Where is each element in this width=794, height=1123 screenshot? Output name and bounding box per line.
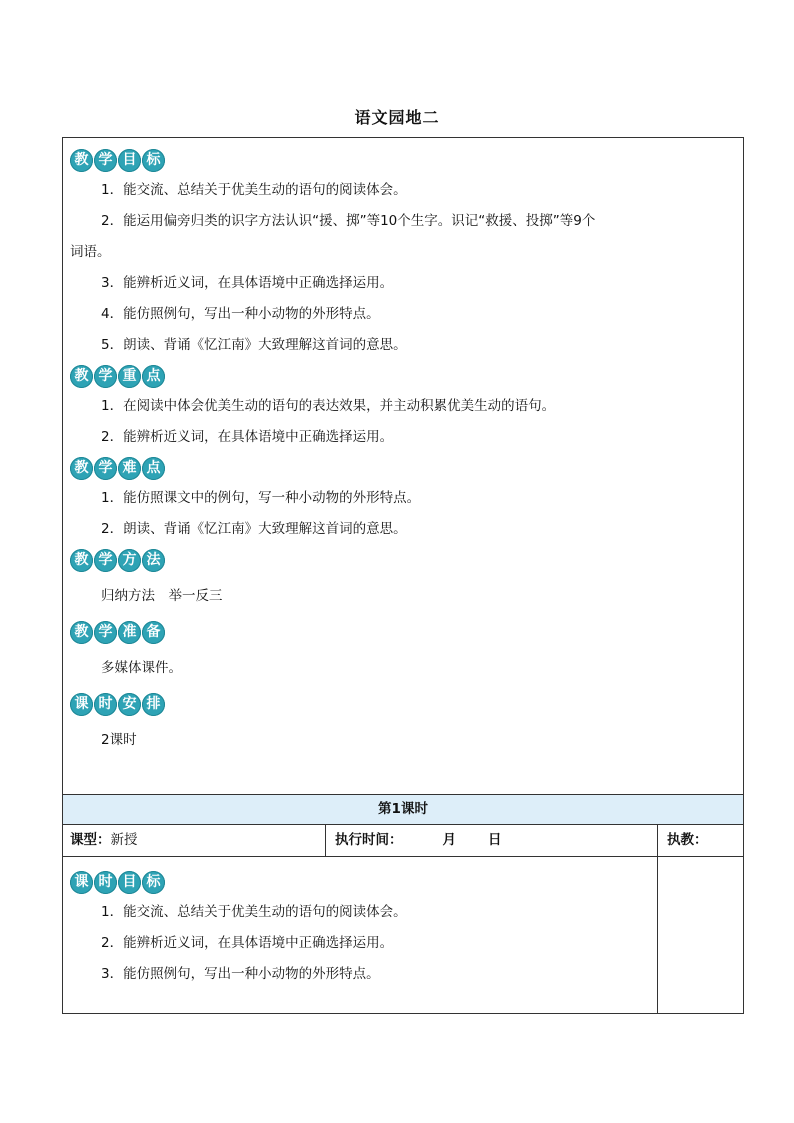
overview-cell bbox=[63, 138, 743, 794]
divider bbox=[325, 825, 326, 856]
section-heading-schedule bbox=[70, 689, 743, 719]
badge-char: 排 bbox=[142, 693, 165, 716]
badge-char: 安 bbox=[118, 693, 141, 716]
badge-char: 方 bbox=[118, 549, 141, 572]
section-heading-lesson-goals bbox=[70, 867, 657, 897]
lesson-type-value: 新授 bbox=[110, 832, 138, 848]
lesson-type bbox=[70, 825, 138, 856]
badge-char: 法 bbox=[142, 549, 165, 572]
badge-char: 准 bbox=[118, 621, 141, 644]
badge-char: 课 bbox=[70, 693, 93, 716]
preparation-item: 多媒体课件。 bbox=[101, 660, 182, 676]
teacher: 执教： bbox=[667, 832, 708, 848]
lesson-band-title: 第1课时 bbox=[63, 794, 743, 825]
month-label: 月 bbox=[442, 832, 456, 848]
key-point-item: 1．在阅读中体会优美生动的语句的表达效果，并主动积累优美生动的语句。 bbox=[101, 398, 556, 414]
schedule-item: 2课时 bbox=[101, 732, 137, 748]
section-heading-preparation bbox=[70, 617, 743, 647]
badge-char: 备 bbox=[142, 621, 165, 644]
badge-char: 教 bbox=[70, 457, 93, 480]
badge-char: 学 bbox=[94, 149, 117, 172]
badge-char: 教 bbox=[70, 365, 93, 388]
badge-char: 学 bbox=[94, 621, 117, 644]
section-heading-goals bbox=[70, 145, 743, 175]
lesson-goal-item: 1．能交流、总结关于优美生动的语句的阅读体会。 bbox=[101, 904, 407, 920]
badge-char: 标 bbox=[142, 149, 165, 172]
key-point-item: 2．能辨析近义词，在具体语境中正确选择运用。 bbox=[101, 429, 394, 445]
badge-char: 重 bbox=[118, 365, 141, 388]
divider bbox=[657, 857, 658, 1013]
section-heading-difficulties bbox=[70, 453, 743, 483]
badge-char: 难 bbox=[118, 457, 141, 480]
goal-item-continued: 词语。 bbox=[70, 244, 111, 260]
execution-time-label: 执行时间： bbox=[335, 832, 403, 848]
badge-char: 学 bbox=[94, 365, 117, 388]
badge-char: 点 bbox=[142, 457, 165, 480]
section-heading-key-points bbox=[70, 361, 743, 391]
lesson-goal-item: 2．能辨析近义词，在具体语境中正确选择运用。 bbox=[101, 935, 394, 951]
difficulty-item: 1．能仿照课文中的例句，写一种小动物的外形特点。 bbox=[101, 490, 421, 506]
lesson-goals-cell bbox=[63, 858, 657, 990]
lesson-goal-item: 3．能仿照例句，写出一种小动物的外形特点。 bbox=[101, 966, 380, 982]
difficulty-item: 2．朗读、背诵《忆江南》大致理解这首词的意思。 bbox=[101, 521, 407, 537]
badge-char: 教 bbox=[70, 549, 93, 572]
lesson-plan-table bbox=[62, 137, 744, 1014]
goal-item: 3．能辨析近义词，在具体语境中正确选择运用。 bbox=[101, 275, 394, 291]
badge-char: 学 bbox=[94, 457, 117, 480]
badge-char: 目 bbox=[118, 149, 141, 172]
badge-char: 时 bbox=[94, 871, 117, 894]
goal-item: 5．朗读、背诵《忆江南》大致理解这首词的意思。 bbox=[101, 337, 407, 353]
badge-char: 标 bbox=[142, 871, 165, 894]
badge-char: 学 bbox=[94, 549, 117, 572]
execution-time bbox=[335, 825, 516, 856]
goal-item: 4．能仿照例句，写出一种小动物的外形特点。 bbox=[101, 306, 380, 322]
page-title: 语文园地二 bbox=[354, 108, 440, 127]
method-item: 归纳方法 举一反三 bbox=[101, 588, 223, 604]
badge-char: 点 bbox=[142, 365, 165, 388]
badge-char: 时 bbox=[94, 693, 117, 716]
badge-char: 课 bbox=[70, 871, 93, 894]
badge-char: 目 bbox=[118, 871, 141, 894]
goal-item: 1．能交流、总结关于优美生动的语句的阅读体会。 bbox=[101, 182, 407, 198]
lesson-type-label: 课型： bbox=[70, 832, 111, 848]
lesson-info-row bbox=[63, 825, 743, 857]
badge-char: 教 bbox=[70, 149, 93, 172]
divider bbox=[657, 825, 658, 856]
day-label: 日 bbox=[488, 832, 502, 848]
goal-item: 2．能运用偏旁归类的识字方法认识“援、掷”等10个生字。识记“救援、投掷”等9个 bbox=[101, 213, 596, 229]
badge-char: 教 bbox=[70, 621, 93, 644]
section-heading-methods bbox=[70, 545, 743, 575]
